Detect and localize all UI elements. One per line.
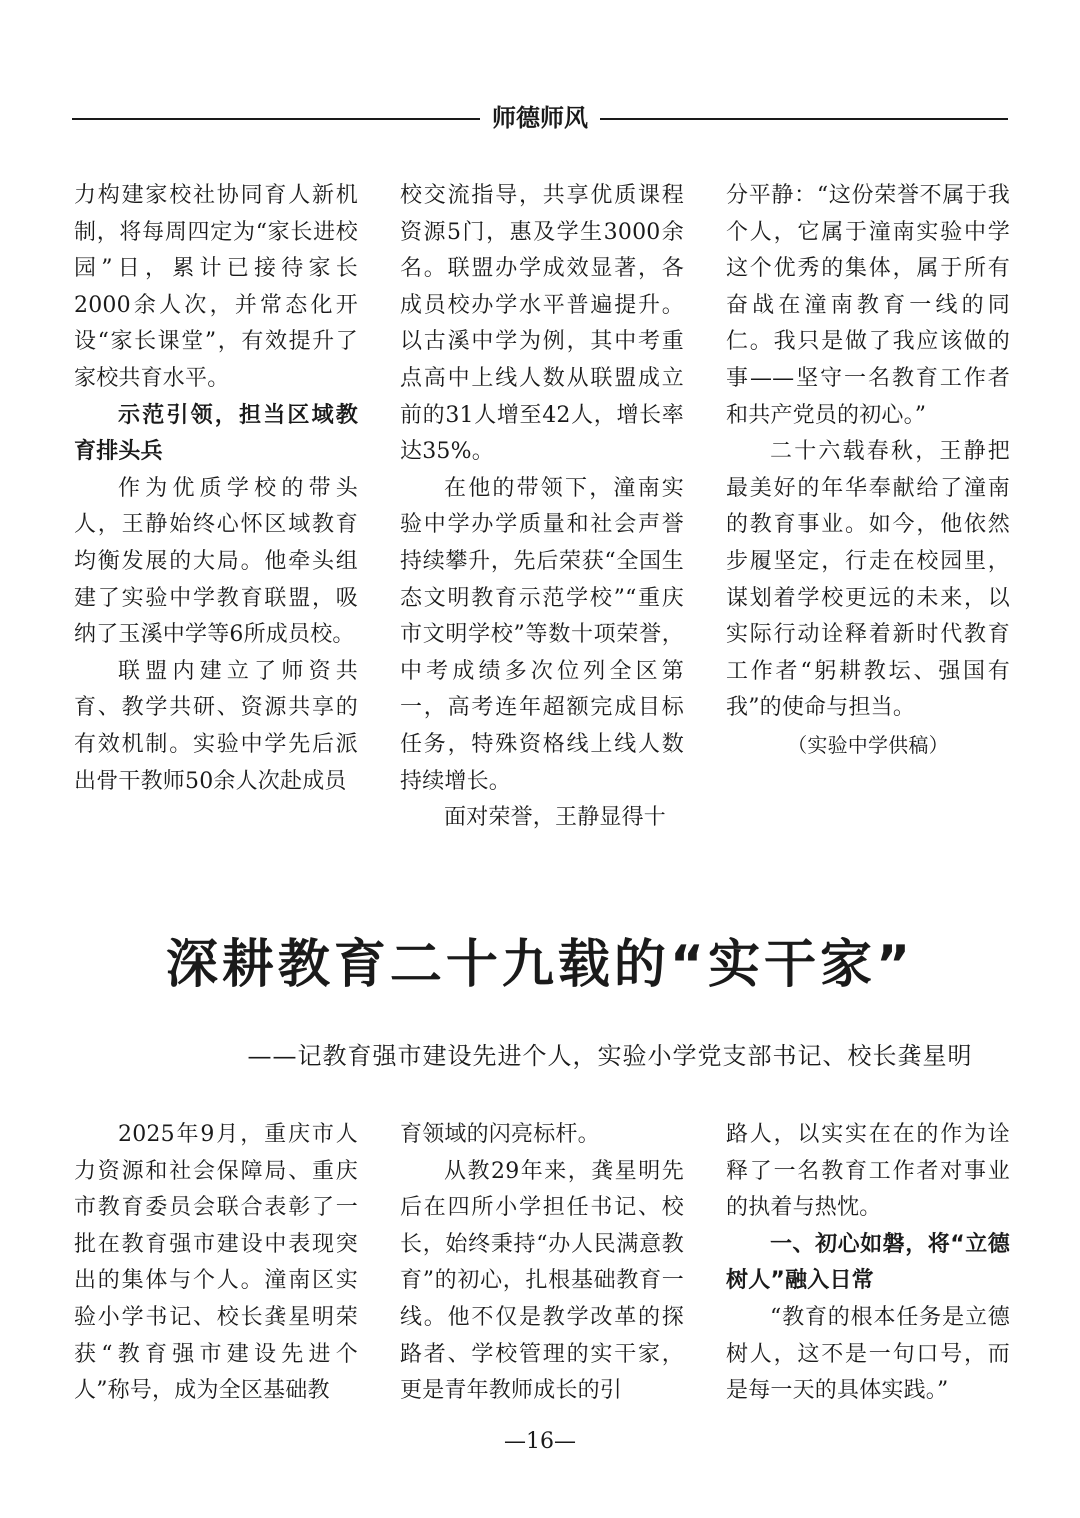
paragraph: “教育的根本任务是立德树人，这不是一句口号，而是每一天的具体实践。” xyxy=(726,1304,1010,1404)
paragraph: 路人，以实实在在的作为诠释了一名教育工作者对事业的执着与热忱。 xyxy=(726,1122,1010,1221)
article-subtitle: ——记教育强市建设先进个人，实验小学党支部书记、校长龚星明 xyxy=(247,1042,973,1070)
section-header xyxy=(72,100,1008,136)
header-rule-right xyxy=(600,118,1008,120)
bottom-article-column-1 xyxy=(74,1117,358,1410)
top-article-column-3 xyxy=(726,178,1010,764)
paragraph: 联盟内建立了师资共育、教学共研、资源共享的有效机制。实验中学先后派出骨干教师50余人次赴成员 xyxy=(74,658,358,794)
paragraph: 二十六载春秋，王静把最美好的年华奉献给了潼南的教育事业。如今，他依然步履坚定，行走在校园里，谋划着学校更远的未来，以实际行动诠释着新时代教育工作者“躬耕教坛、强国有我”的使命与担当。 xyxy=(726,439,1010,721)
section-heading: 一、初心如磐，将“立德树人”融入日常 xyxy=(726,1231,1010,1294)
article-title: 深耕教育二十九载的“实干家” xyxy=(165,935,915,995)
paragraph: 育领域的闪亮标杆。 xyxy=(400,1122,600,1147)
paragraph: 力构建家校社协同育人新机制，将每周四定为“家长进校园”日，累计已接待家长2000余人次，并常态化开设“家长课堂”，有效提升了家校共育水平。 xyxy=(74,183,358,391)
top-article-column-1 xyxy=(74,178,358,800)
section-heading: 示范引领，担当区域教育排头兵 xyxy=(74,402,358,465)
page-number: —16— xyxy=(504,1429,576,1454)
bottom-article-column-3 xyxy=(726,1117,1010,1410)
section-title: 师德师风 xyxy=(492,104,588,132)
paragraph: 在他的带领下，潼南实验中学办学质量和社会声誉持续攀升，先后荣获“全国生态文明教育示范学校”“重庆市文明学校”等数十项荣誉，中考成绩多次位列全区第一，高考连年超额完成目标任务，特殊资格线上线人数持续增长。 xyxy=(400,475,684,794)
paragraph: 从教29年来，龚星明先后在四所小学担任书记、校长，始终秉持“办人民满意教育”的初心，扎根基础教育一线。他不仅是教学改革的探路者、学校管理的实干家，更是青年教师成长的引 xyxy=(400,1158,684,1404)
source-credit: （实验中学供稿） xyxy=(787,732,949,757)
paragraph: 面对荣誉，王静显得十 xyxy=(444,805,667,831)
paragraph: 作为优质学校的带头人，王静始终心怀区域教育均衡发展的大局。他牵头组建了实验中学教育联盟，吸纳了玉溪中学等6所成员校。 xyxy=(74,475,358,648)
bottom-article-column-2 xyxy=(400,1117,684,1410)
paragraph: 校交流指导，共享优质课程资源5门，惠及学生3000余名。联盟办学成效显著，各成员校办学水平普遍提升。以古溪中学为例，其中考重点高中上线人数从联盟成立前的31人增至42人，增长率达35%。 xyxy=(400,183,684,465)
top-article-column-2 xyxy=(400,178,684,837)
header-rule-left xyxy=(72,118,480,120)
paragraph: 分平静：“这份荣誉不属于我个人，它属于潼南实验中学这个优秀的集体，属于所有奋战在潼南教育一线的同仁。我只是做了我应该做的事——坚守一名教育工作者和共产党员的初心。” xyxy=(726,183,1010,428)
paragraph: 2025年9月，重庆市人力资源和社会保障局、重庆市教育委员会联合表彰了一批在教育强市建设中表现突出的集体与个人。潼南区实验小学书记、校长龚星明荣获“教育强市建设先进个人”称号，成为全区基础教 xyxy=(74,1122,358,1404)
